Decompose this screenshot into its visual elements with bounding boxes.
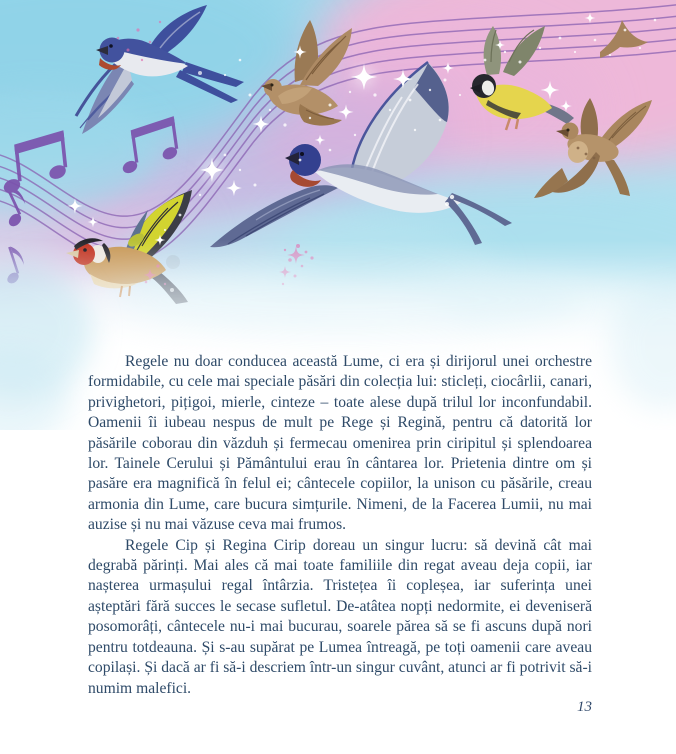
page-number: 13 [577, 699, 592, 715]
story-paragraph-1: Regele nu doar conducea această Lume, ci era și dirijorul unei orchestre formidabile, cu cele mai speciale păsări din colecția lui: sticleți, ciocârlii, canari, privighetori, pițigoi, mierle, cinteze – toate alese după trilul lor inconfundabil. Oamenii îi iubeau nespus de mult pe Rege și Regină, pentru că datorită lor păsările coborau din văzduh și fermecau omenirea prin ciripitul și splendoarea lor. Tainele Cerului și Pământului erau în cântarea lor. Prietenia dintre om și pasăre era magnifică în felul ei; cântecele copiilor, la unison cu păsările, creau armonia din Lume, care bucura simțurile. Nimeni, de la Facerea Lumii, nu mai auzise și nu mai văzuse ceva mai frumos. [88, 353, 592, 534]
story-text [88, 352, 592, 699]
story-paragraph-2: Regele Cip și Regina Cirip doreau un singur lucru: să devină cât mai degrabă părinți. Mai ales că mai toate familiile din regat aveau deja copii, iar nașterea urmașului regal întârzia. Tristețea îi copleșea, iar suferința unei așteptări fără succes le secase sufletul. De-atâtea nopți nedormite, ei deveniseră posomorâți, cântecele nu-i mai bucurau, soarele părea să se fi ascuns după nori pentru totdeauna. Și s-au supărat pe Lumea întreagă, pe toți oamenii care aveau copilași. Și dacă ar fi să-i descriem într-un singur cuvânt, atunci ar fi potrivit să-i numim malefici. [88, 536, 592, 697]
